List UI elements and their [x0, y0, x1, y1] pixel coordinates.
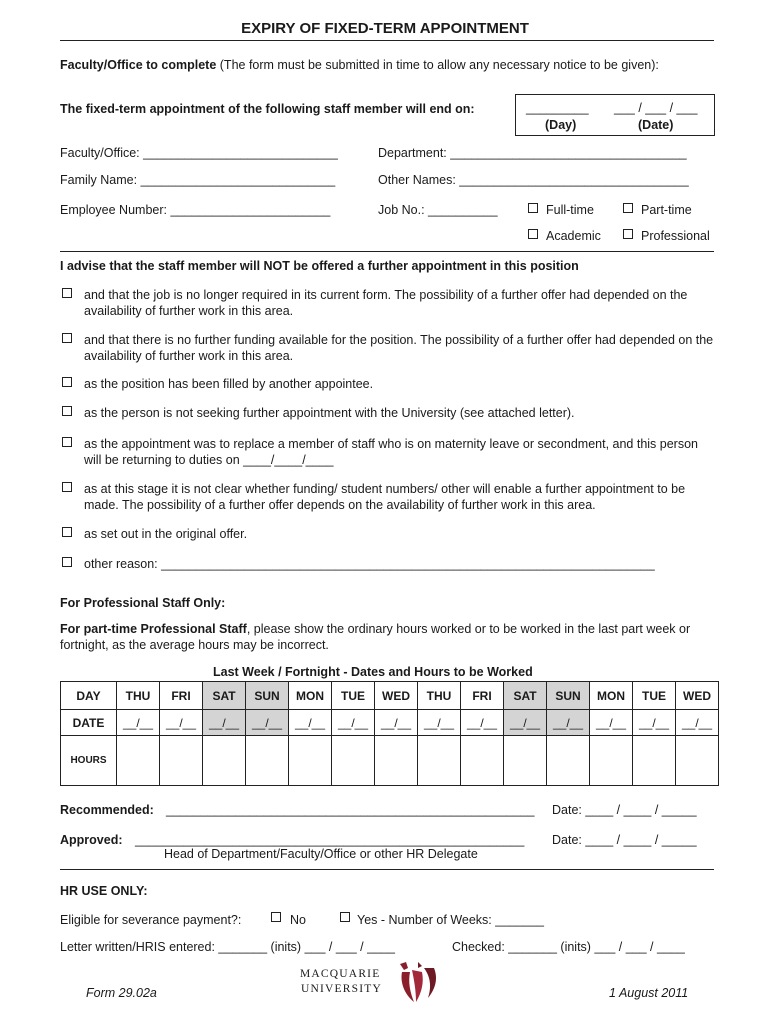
- date-cell[interactable]: __/__: [633, 710, 676, 736]
- option-checkbox[interactable]: [62, 557, 72, 567]
- hours-cell[interactable]: [504, 736, 547, 786]
- option-checkbox[interactable]: [62, 377, 72, 387]
- option-label: and that there is no further funding available for the position. The possibility of a further offer had depended on the availability of further work in this area.: [84, 333, 714, 363]
- part-time-checkbox[interactable]: [623, 203, 633, 213]
- hours-row-label: HOURS: [61, 736, 117, 786]
- date-cell[interactable]: __/__: [547, 710, 590, 736]
- option-checkbox[interactable]: [62, 333, 72, 343]
- day-cell: THU: [117, 682, 160, 710]
- intro-note: (The form must be submitted in time to allow any necessary notice to be given):: [219, 58, 659, 72]
- professional-heading: For Professional Staff Only:: [60, 596, 226, 610]
- part-time-label: Part-time: [641, 203, 692, 217]
- option-label: as set out in the original offer.: [84, 527, 248, 541]
- other-names-field[interactable]: Other Names: _________________________________: [378, 173, 689, 187]
- option-label: as the appointment was to replace a member of staff who is on maternity leave or secondment, and this person will be returning to duties on ____/____/____: [84, 437, 698, 467]
- end-date-field[interactable]: ___ / ___ / ___: [614, 101, 698, 115]
- day-row-label: DAY: [61, 682, 117, 710]
- other-reason-field[interactable]: other reason: _______________________________________________________________________: [84, 557, 655, 571]
- approved-label: Approved:: [60, 833, 123, 847]
- day-cell: SAT: [203, 682, 246, 710]
- option-label: as the person is not seeking further appointment with the University (see attached letter).: [84, 406, 575, 420]
- option-label: and that the job is no longer required in its current form. The possibility of a further offer had depended on the availability of further work in this area.: [84, 288, 688, 318]
- logo-line1: MACQUARIE: [300, 968, 381, 980]
- title-divider: [60, 40, 714, 41]
- severance-yes-field[interactable]: Yes - Number of Weeks: _______: [357, 913, 544, 927]
- advise-heading: I advise that the staff member will NOT be offered a further appointment in this position: [60, 259, 579, 273]
- academic-label: Academic: [546, 229, 601, 243]
- form-number: Form 29.02a: [86, 986, 157, 1000]
- date-row-label: DATE: [61, 710, 117, 736]
- hours-table: [60, 681, 719, 786]
- date-cell[interactable]: __/__: [160, 710, 203, 736]
- hours-cell[interactable]: [117, 736, 160, 786]
- hours-cell[interactable]: [547, 736, 590, 786]
- date-cell[interactable]: __/__: [246, 710, 289, 736]
- letter-written-field[interactable]: Letter written/HRIS entered: _______ (inits) ___ / ___ / ____: [60, 940, 395, 954]
- day-cell: WED: [375, 682, 418, 710]
- date-cell[interactable]: __/__: [117, 710, 160, 736]
- hours-cell[interactable]: [633, 736, 676, 786]
- parttime-bold: For part-time Professional Staff: [60, 622, 247, 636]
- day-cell: WED: [676, 682, 719, 710]
- recommended-date-field[interactable]: Date: ____ / ____ / _____: [552, 803, 697, 817]
- end-day-field[interactable]: _________: [526, 101, 589, 115]
- faculty-field[interactable]: Faculty/Office: ____________________________: [60, 146, 338, 160]
- recommended-field[interactable]: _____________________________________________________: [166, 803, 535, 817]
- hours-cell[interactable]: [332, 736, 375, 786]
- section-divider: [60, 251, 714, 252]
- day-cell: SUN: [246, 682, 289, 710]
- hours-cell[interactable]: [418, 736, 461, 786]
- hours-cell[interactable]: [203, 736, 246, 786]
- date-cell[interactable]: __/__: [375, 710, 418, 736]
- option-checkbox[interactable]: [62, 437, 72, 447]
- severance-no-checkbox[interactable]: [271, 912, 281, 922]
- hours-cell[interactable]: [461, 736, 504, 786]
- date-cell[interactable]: __/__: [332, 710, 375, 736]
- date-cell[interactable]: __/__: [203, 710, 246, 736]
- day-cell: FRI: [160, 682, 203, 710]
- checked-field[interactable]: Checked: _______ (inits) ___ / ___ / ____: [452, 940, 685, 954]
- recommended-label: Recommended:: [60, 803, 154, 817]
- date-cell[interactable]: __/__: [504, 710, 547, 736]
- option-checkbox[interactable]: [62, 482, 72, 492]
- page-title: EXPIRY OF FIXED-TERM APPOINTMENT: [241, 20, 529, 37]
- end-date-caption: (Date): [638, 118, 674, 132]
- professional-label: Professional: [641, 229, 710, 243]
- option-label: as the position has been filled by another appointee.: [84, 377, 374, 391]
- hours-cell[interactable]: [289, 736, 332, 786]
- job-no-field[interactable]: Job No.: __________: [378, 203, 498, 217]
- severance-yes-checkbox[interactable]: [340, 912, 350, 922]
- hr-heading: HR USE ONLY:: [60, 884, 148, 898]
- date-cell[interactable]: __/__: [590, 710, 633, 736]
- employee-number-field[interactable]: Employee Number: _______________________: [60, 203, 331, 217]
- hours-cell[interactable]: [160, 736, 203, 786]
- day-cell: MON: [590, 682, 633, 710]
- day-cell: SUN: [547, 682, 590, 710]
- university-lighthouse-logo-icon: [394, 960, 440, 1004]
- day-cell: FRI: [461, 682, 504, 710]
- professional-checkbox[interactable]: [623, 229, 633, 239]
- parttime-text: , please show the ordinary hours worked or to be worked in the last part week or fortnight, as the average hours may be incorrect.: [60, 622, 691, 652]
- day-cell: MON: [289, 682, 332, 710]
- hours-cell[interactable]: [246, 736, 289, 786]
- hours-cell[interactable]: [590, 736, 633, 786]
- family-name-field[interactable]: Family Name: ____________________________: [60, 173, 336, 187]
- table-title: Last Week / Fortnight - Dates and Hours to be Worked: [213, 665, 533, 679]
- option-checkbox[interactable]: [62, 527, 72, 537]
- intro-bold: Faculty/Office to complete: [60, 58, 217, 72]
- day-cell: THU: [418, 682, 461, 710]
- hours-cell[interactable]: [676, 736, 719, 786]
- date-cell[interactable]: __/__: [289, 710, 332, 736]
- severance-no-label: No: [290, 913, 306, 927]
- day-cell: TUE: [332, 682, 375, 710]
- severance-label: Eligible for severance payment?:: [60, 913, 242, 927]
- intro-line: [60, 58, 659, 72]
- full-time-label: Full-time: [546, 203, 594, 217]
- end-date-label: The fixed-term appointment of the following staff member will end on:: [60, 102, 475, 116]
- hr-divider: [60, 869, 714, 870]
- logo-line2: UNIVERSITY: [301, 983, 382, 995]
- approved-date-field[interactable]: Date: ____ / ____ / _____: [552, 833, 697, 847]
- end-day-caption: (Day): [545, 118, 577, 132]
- date-cell[interactable]: __/__: [418, 710, 461, 736]
- date-cell[interactable]: __/__: [676, 710, 719, 736]
- date-cell[interactable]: __/__: [461, 710, 504, 736]
- department-field[interactable]: Department: __________________________________: [378, 146, 687, 160]
- parttime-note: [60, 621, 714, 653]
- full-time-checkbox[interactable]: [528, 203, 538, 213]
- day-cell: SAT: [504, 682, 547, 710]
- option-checkbox[interactable]: [62, 406, 72, 416]
- hours-cell[interactable]: [375, 736, 418, 786]
- day-cell: TUE: [633, 682, 676, 710]
- approved-field[interactable]: ________________________________________________________: [135, 833, 525, 847]
- option-label: as at this stage it is not clear whether funding/ student numbers/ other will enable a further appointment to be made. The possibility of a further offer depends on the availability of further work in this area.: [84, 482, 686, 512]
- form-date: 1 August 2011: [609, 986, 689, 1000]
- academic-checkbox[interactable]: [528, 229, 538, 239]
- approver-caption: Head of Department/Faculty/Office or other HR Delegate: [164, 847, 478, 861]
- option-checkbox[interactable]: [62, 288, 72, 298]
